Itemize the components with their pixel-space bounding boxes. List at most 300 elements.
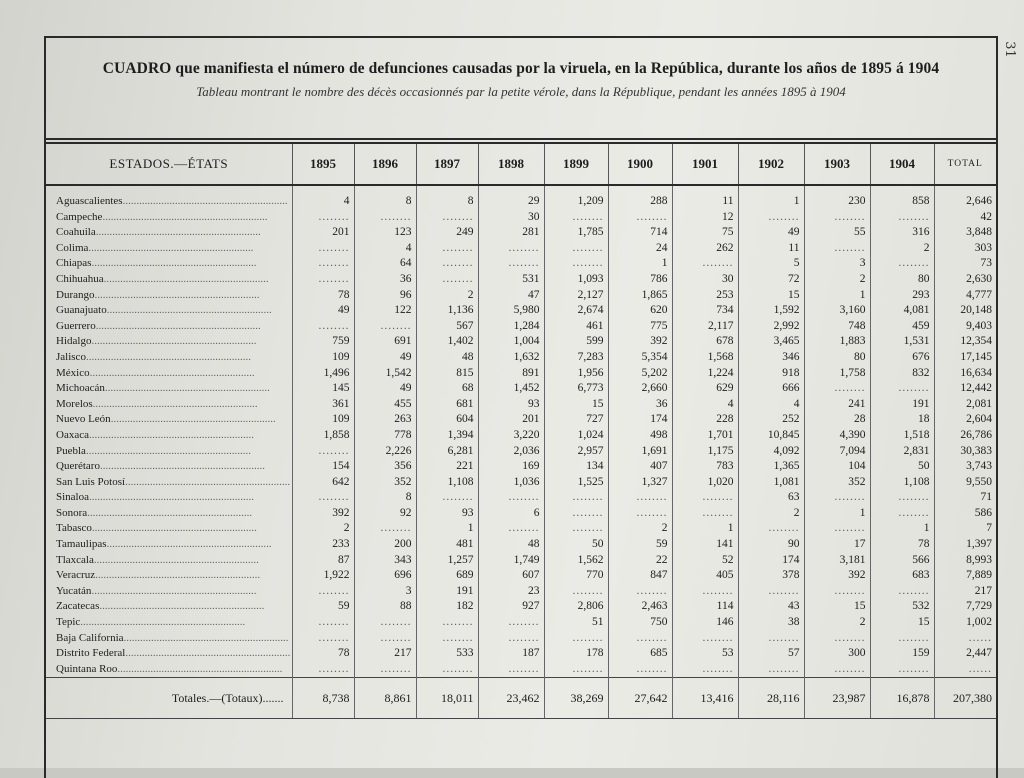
value-cell: 1,020 bbox=[672, 475, 738, 491]
year-header-1897: 1897 bbox=[416, 143, 478, 185]
state-name bbox=[46, 319, 292, 335]
value-cell: 2,036 bbox=[478, 444, 544, 460]
value-cell: ........ bbox=[544, 662, 608, 678]
state-label: Campeche bbox=[56, 210, 103, 223]
value-cell: ........ bbox=[870, 631, 934, 647]
value-cell: 38 bbox=[738, 615, 804, 631]
leader-dots: ............................................................ bbox=[85, 444, 251, 457]
value-cell: 262 bbox=[672, 241, 738, 257]
value-cell: ........ bbox=[672, 490, 738, 506]
value-cell: 1,531 bbox=[870, 334, 934, 350]
value-cell: ........ bbox=[870, 662, 934, 678]
value-cell: ........ bbox=[292, 210, 354, 226]
value-cell: ........ bbox=[870, 256, 934, 272]
row-total: 7,889 bbox=[934, 568, 996, 584]
value-cell: 748 bbox=[804, 319, 870, 335]
value-cell: 12 bbox=[672, 210, 738, 226]
value-cell: 1,224 bbox=[672, 366, 738, 382]
value-cell: 2 bbox=[870, 241, 934, 257]
value-cell: 241 bbox=[804, 397, 870, 413]
state-label: Yucatán bbox=[56, 584, 92, 597]
year-total: 38,269 bbox=[544, 678, 608, 719]
value-cell: 750 bbox=[608, 615, 672, 631]
row-total: 71 bbox=[934, 490, 996, 506]
value-cell: 23 bbox=[478, 584, 544, 600]
table-row bbox=[46, 334, 996, 350]
value-cell: 5,980 bbox=[478, 303, 544, 319]
value-cell: 685 bbox=[608, 646, 672, 662]
leader-dots: ............................................................ bbox=[104, 382, 270, 395]
value-cell: 7,283 bbox=[544, 350, 608, 366]
value-cell: 642 bbox=[292, 475, 354, 491]
value-cell: ........ bbox=[292, 319, 354, 335]
value-cell: 174 bbox=[608, 412, 672, 428]
value-cell: ........ bbox=[804, 241, 870, 257]
state-name bbox=[46, 272, 292, 288]
value-cell: 4,390 bbox=[804, 428, 870, 444]
leader-dots: ............................................................ bbox=[88, 428, 254, 441]
value-cell: ........ bbox=[416, 490, 478, 506]
value-cell: ........ bbox=[416, 615, 478, 631]
value-cell: ........ bbox=[738, 210, 804, 226]
value-cell: 75 bbox=[672, 225, 738, 241]
value-cell: 2,117 bbox=[672, 319, 738, 335]
leader-dots: ............................................................ bbox=[117, 662, 283, 675]
state-name bbox=[46, 506, 292, 522]
row-total: ...... bbox=[934, 662, 996, 678]
value-cell: 15 bbox=[738, 288, 804, 304]
state-column-header: ESTADOS.—ÉTATS bbox=[46, 143, 292, 185]
value-cell: ........ bbox=[608, 210, 672, 226]
value-cell: ........ bbox=[292, 272, 354, 288]
year-header-1898: 1898 bbox=[478, 143, 544, 185]
year-total: 18,011 bbox=[416, 678, 478, 719]
table-row bbox=[46, 475, 996, 491]
value-cell: 49 bbox=[738, 225, 804, 241]
value-cell: 141 bbox=[672, 537, 738, 553]
table-row bbox=[46, 241, 996, 257]
value-cell: 7,094 bbox=[804, 444, 870, 460]
table-row bbox=[46, 397, 996, 413]
state-name bbox=[46, 185, 292, 210]
value-cell: 1,036 bbox=[478, 475, 544, 491]
year-header-1899: 1899 bbox=[544, 143, 608, 185]
row-total: ...... bbox=[934, 631, 996, 647]
leader-dots: ............................................................ bbox=[89, 491, 254, 504]
value-cell: 4,092 bbox=[738, 444, 804, 460]
value-cell: 1,496 bbox=[292, 366, 354, 382]
totals-row bbox=[46, 678, 996, 719]
leader-dots: ............................................................ bbox=[110, 413, 276, 426]
value-cell: ........ bbox=[672, 506, 738, 522]
value-cell: ........ bbox=[804, 631, 870, 647]
value-cell: 1,922 bbox=[292, 568, 354, 584]
value-cell: 233 bbox=[292, 537, 354, 553]
value-cell: ........ bbox=[544, 506, 608, 522]
value-cell: 15 bbox=[804, 599, 870, 615]
year-total: 23,987 bbox=[804, 678, 870, 719]
value-cell: 3,160 bbox=[804, 303, 870, 319]
leader-dots: ............................................................ bbox=[88, 241, 254, 254]
table-row bbox=[46, 256, 996, 272]
state-label: Querétaro bbox=[56, 460, 100, 473]
value-cell: 2,127 bbox=[544, 288, 608, 304]
value-cell: 72 bbox=[738, 272, 804, 288]
value-cell: 49 bbox=[292, 303, 354, 319]
leader-dots: ............................................................ bbox=[99, 600, 265, 613]
leader-dots: ............................................................ bbox=[106, 538, 272, 551]
year-total: 8,861 bbox=[354, 678, 416, 719]
value-cell: 461 bbox=[544, 319, 608, 335]
value-cell: 29 bbox=[478, 185, 544, 210]
value-cell: ........ bbox=[870, 584, 934, 600]
value-cell: ........ bbox=[544, 256, 608, 272]
value-cell: 1,402 bbox=[416, 334, 478, 350]
value-cell: 18 bbox=[870, 412, 934, 428]
smallpox-deaths-table bbox=[46, 142, 996, 719]
value-cell: 252 bbox=[738, 412, 804, 428]
state-label: Durango bbox=[56, 288, 95, 301]
state-name bbox=[46, 225, 292, 241]
row-total: 2,081 bbox=[934, 397, 996, 413]
state-name bbox=[46, 334, 292, 350]
state-name bbox=[46, 303, 292, 319]
value-cell: 49 bbox=[354, 381, 416, 397]
value-cell: 28 bbox=[804, 412, 870, 428]
value-cell: ........ bbox=[870, 210, 934, 226]
value-cell: 676 bbox=[870, 350, 934, 366]
value-cell: 1,209 bbox=[544, 185, 608, 210]
year-header-1903: 1903 bbox=[804, 143, 870, 185]
value-cell: 1,175 bbox=[672, 444, 738, 460]
leader-dots: ............................................................ bbox=[123, 631, 289, 644]
leader-dots: ............................................................ bbox=[103, 272, 269, 285]
value-cell: ........ bbox=[416, 241, 478, 257]
value-cell: 714 bbox=[608, 225, 672, 241]
value-cell: 154 bbox=[292, 459, 354, 475]
value-cell: 114 bbox=[672, 599, 738, 615]
value-cell: 567 bbox=[416, 319, 478, 335]
leader-dots: ............................................................ bbox=[125, 475, 291, 488]
value-cell: 1,081 bbox=[738, 475, 804, 491]
value-cell: 778 bbox=[354, 428, 416, 444]
value-cell: ........ bbox=[354, 521, 416, 537]
value-cell: 786 bbox=[608, 272, 672, 288]
value-cell: 191 bbox=[416, 584, 478, 600]
value-cell: 1 bbox=[672, 521, 738, 537]
value-cell: ........ bbox=[292, 631, 354, 647]
value-cell: ........ bbox=[804, 584, 870, 600]
value-cell: 2,992 bbox=[738, 319, 804, 335]
row-total: 2,447 bbox=[934, 646, 996, 662]
value-cell: 1,785 bbox=[544, 225, 608, 241]
row-total: 1,397 bbox=[934, 537, 996, 553]
row-total: 26,786 bbox=[934, 428, 996, 444]
value-cell: 30 bbox=[478, 210, 544, 226]
value-cell: ........ bbox=[672, 631, 738, 647]
leader-dots: ............................................................ bbox=[91, 335, 257, 348]
value-cell: 566 bbox=[870, 553, 934, 569]
value-cell: 599 bbox=[544, 334, 608, 350]
value-cell: ........ bbox=[608, 662, 672, 678]
value-cell: 2,660 bbox=[608, 381, 672, 397]
leader-dots: ............................................................ bbox=[125, 647, 291, 660]
value-cell: ........ bbox=[804, 490, 870, 506]
value-cell: 78 bbox=[292, 288, 354, 304]
table-row bbox=[46, 537, 996, 553]
value-cell: 88 bbox=[354, 599, 416, 615]
row-total: 9,550 bbox=[934, 475, 996, 491]
state-name bbox=[46, 553, 292, 569]
state-name bbox=[46, 646, 292, 662]
value-cell: ........ bbox=[478, 662, 544, 678]
value-cell: 2,463 bbox=[608, 599, 672, 615]
value-cell: 11 bbox=[738, 241, 804, 257]
value-cell: 1,518 bbox=[870, 428, 934, 444]
value-cell: 201 bbox=[478, 412, 544, 428]
value-cell: ........ bbox=[544, 490, 608, 506]
total-column-header: TOTAL bbox=[934, 143, 996, 185]
value-cell: 1,592 bbox=[738, 303, 804, 319]
state-label: Tabasco bbox=[56, 522, 92, 535]
value-cell: 191 bbox=[870, 397, 934, 413]
value-cell: 1 bbox=[804, 288, 870, 304]
table-row bbox=[46, 288, 996, 304]
value-cell: ........ bbox=[478, 490, 544, 506]
value-cell: 145 bbox=[292, 381, 354, 397]
value-cell: 1,956 bbox=[544, 366, 608, 382]
value-cell: 109 bbox=[292, 412, 354, 428]
value-cell: 1 bbox=[416, 521, 478, 537]
state-label: Chiapas bbox=[56, 257, 92, 270]
value-cell: ........ bbox=[608, 506, 672, 522]
state-label: Oaxaca bbox=[56, 428, 89, 441]
value-cell: ........ bbox=[738, 584, 804, 600]
state-label: Chihuahua bbox=[56, 272, 104, 285]
row-total: 2,646 bbox=[934, 185, 996, 210]
value-cell: 759 bbox=[292, 334, 354, 350]
value-cell: 343 bbox=[354, 553, 416, 569]
leader-dots: ............................................................ bbox=[87, 506, 253, 519]
value-cell: 4 bbox=[672, 397, 738, 413]
table-row bbox=[46, 584, 996, 600]
value-cell: 2 bbox=[738, 506, 804, 522]
value-cell: 8 bbox=[354, 185, 416, 210]
table-row bbox=[46, 350, 996, 366]
value-cell: 59 bbox=[292, 599, 354, 615]
leader-dots: ............................................................ bbox=[92, 397, 258, 410]
year-total: 8,738 bbox=[292, 678, 354, 719]
value-cell: 727 bbox=[544, 412, 608, 428]
state-label: Nuevo León bbox=[56, 413, 111, 426]
value-cell: 300 bbox=[804, 646, 870, 662]
value-cell: 1,758 bbox=[804, 366, 870, 382]
state-label: Colima bbox=[56, 241, 89, 254]
state-name bbox=[46, 288, 292, 304]
value-cell: 3,181 bbox=[804, 553, 870, 569]
value-cell: 3 bbox=[354, 584, 416, 600]
grand-total: 207,380 bbox=[934, 678, 996, 719]
value-cell: ........ bbox=[804, 662, 870, 678]
leader-dots: ............................................................ bbox=[106, 304, 272, 317]
value-cell: 775 bbox=[608, 319, 672, 335]
value-cell: 10,845 bbox=[738, 428, 804, 444]
value-cell: 123 bbox=[354, 225, 416, 241]
leader-dots: ............................................................ bbox=[89, 366, 255, 379]
state-name bbox=[46, 584, 292, 600]
value-cell: ........ bbox=[870, 506, 934, 522]
value-cell: 405 bbox=[672, 568, 738, 584]
row-total: 9,403 bbox=[934, 319, 996, 335]
value-cell: 1,004 bbox=[478, 334, 544, 350]
value-cell: 1,452 bbox=[478, 381, 544, 397]
value-cell: 57 bbox=[738, 646, 804, 662]
value-cell: ........ bbox=[416, 662, 478, 678]
year-header-1895: 1895 bbox=[292, 143, 354, 185]
value-cell: 620 bbox=[608, 303, 672, 319]
table-body bbox=[46, 185, 996, 719]
value-cell: 734 bbox=[672, 303, 738, 319]
year-total: 28,116 bbox=[738, 678, 804, 719]
leader-dots: ............................................................ bbox=[91, 522, 257, 535]
value-cell: 288 bbox=[608, 185, 672, 210]
state-label: Morelos bbox=[56, 397, 93, 410]
value-cell: 178 bbox=[544, 646, 608, 662]
value-cell: ........ bbox=[292, 444, 354, 460]
value-cell: 78 bbox=[292, 646, 354, 662]
value-cell: 8 bbox=[416, 185, 478, 210]
value-cell: 253 bbox=[672, 288, 738, 304]
value-cell: 6,281 bbox=[416, 444, 478, 460]
value-cell: 36 bbox=[608, 397, 672, 413]
row-total: 303 bbox=[934, 241, 996, 257]
row-total: 2,604 bbox=[934, 412, 996, 428]
state-name bbox=[46, 381, 292, 397]
value-cell: 681 bbox=[416, 397, 478, 413]
value-cell: 407 bbox=[608, 459, 672, 475]
value-cell: ........ bbox=[416, 210, 478, 226]
value-cell: 1,542 bbox=[354, 366, 416, 382]
value-cell: 68 bbox=[416, 381, 478, 397]
leader-dots: ............................................................ bbox=[85, 350, 251, 363]
state-label: Jalisco bbox=[56, 350, 86, 363]
row-total: 3,743 bbox=[934, 459, 996, 475]
value-cell: 221 bbox=[416, 459, 478, 475]
value-cell: 1 bbox=[738, 185, 804, 210]
value-cell: 1,858 bbox=[292, 428, 354, 444]
value-cell: 1,632 bbox=[478, 350, 544, 366]
table-row bbox=[46, 506, 996, 522]
year-total: 13,416 bbox=[672, 678, 738, 719]
value-cell: ........ bbox=[608, 631, 672, 647]
table-row bbox=[46, 225, 996, 241]
row-total: 217 bbox=[934, 584, 996, 600]
value-cell: 455 bbox=[354, 397, 416, 413]
value-cell: 459 bbox=[870, 319, 934, 335]
value-cell: 316 bbox=[870, 225, 934, 241]
row-total: 3,848 bbox=[934, 225, 996, 241]
state-name bbox=[46, 475, 292, 491]
state-label: Sonora bbox=[56, 506, 88, 519]
value-cell: ........ bbox=[292, 256, 354, 272]
value-cell: ........ bbox=[544, 584, 608, 600]
value-cell: ........ bbox=[804, 210, 870, 226]
value-cell: ........ bbox=[354, 615, 416, 631]
value-cell: 2,226 bbox=[354, 444, 416, 460]
value-cell: ........ bbox=[738, 662, 804, 678]
value-cell: 4 bbox=[354, 241, 416, 257]
state-name bbox=[46, 568, 292, 584]
value-cell: 169 bbox=[478, 459, 544, 475]
title-spanish bbox=[46, 60, 996, 78]
value-cell: ........ bbox=[292, 490, 354, 506]
state-label: México bbox=[56, 366, 90, 379]
value-cell: ........ bbox=[738, 521, 804, 537]
year-total: 23,462 bbox=[478, 678, 544, 719]
state-name bbox=[46, 615, 292, 631]
value-cell: 3,220 bbox=[478, 428, 544, 444]
value-cell: ........ bbox=[870, 490, 934, 506]
value-cell: 30 bbox=[672, 272, 738, 288]
value-cell: 4,081 bbox=[870, 303, 934, 319]
state-name bbox=[46, 662, 292, 678]
state-label: Zacatecas bbox=[56, 600, 100, 613]
value-cell: 3,465 bbox=[738, 334, 804, 350]
value-cell: 1,749 bbox=[478, 553, 544, 569]
year-header-1902: 1902 bbox=[738, 143, 804, 185]
value-cell: 2 bbox=[804, 272, 870, 288]
value-cell: 43 bbox=[738, 599, 804, 615]
value-cell: 1,108 bbox=[870, 475, 934, 491]
value-cell: 1,365 bbox=[738, 459, 804, 475]
value-cell: 2 bbox=[608, 521, 672, 537]
row-total: 1,002 bbox=[934, 615, 996, 631]
leader-dots: ............................................................ bbox=[95, 319, 261, 332]
state-name bbox=[46, 241, 292, 257]
value-cell: 17 bbox=[804, 537, 870, 553]
value-cell: ........ bbox=[672, 256, 738, 272]
value-cell: 93 bbox=[416, 506, 478, 522]
value-cell: 629 bbox=[672, 381, 738, 397]
page-number: 31 bbox=[1002, 41, 1018, 58]
value-cell: 891 bbox=[478, 366, 544, 382]
value-cell: ........ bbox=[672, 584, 738, 600]
value-cell: 6,773 bbox=[544, 381, 608, 397]
value-cell: 481 bbox=[416, 537, 478, 553]
value-cell: 78 bbox=[870, 537, 934, 553]
value-cell: 36 bbox=[354, 272, 416, 288]
row-total: 20,148 bbox=[934, 303, 996, 319]
value-cell: ........ bbox=[544, 210, 608, 226]
table-row bbox=[46, 428, 996, 444]
table-row bbox=[46, 615, 996, 631]
value-cell: 59 bbox=[608, 537, 672, 553]
state-name bbox=[46, 537, 292, 553]
value-cell: 6 bbox=[478, 506, 544, 522]
leader-dots: ............................................................ bbox=[91, 257, 257, 270]
value-cell: ........ bbox=[608, 584, 672, 600]
state-label: Guerrero bbox=[56, 319, 96, 332]
table-row bbox=[46, 662, 996, 678]
value-cell: 832 bbox=[870, 366, 934, 382]
table-row bbox=[46, 553, 996, 569]
value-cell: 80 bbox=[870, 272, 934, 288]
row-total: 16,634 bbox=[934, 366, 996, 382]
row-total: 2,630 bbox=[934, 272, 996, 288]
state-label: Quintana Roo bbox=[56, 662, 118, 675]
value-cell: 1 bbox=[608, 256, 672, 272]
value-cell: 678 bbox=[672, 334, 738, 350]
